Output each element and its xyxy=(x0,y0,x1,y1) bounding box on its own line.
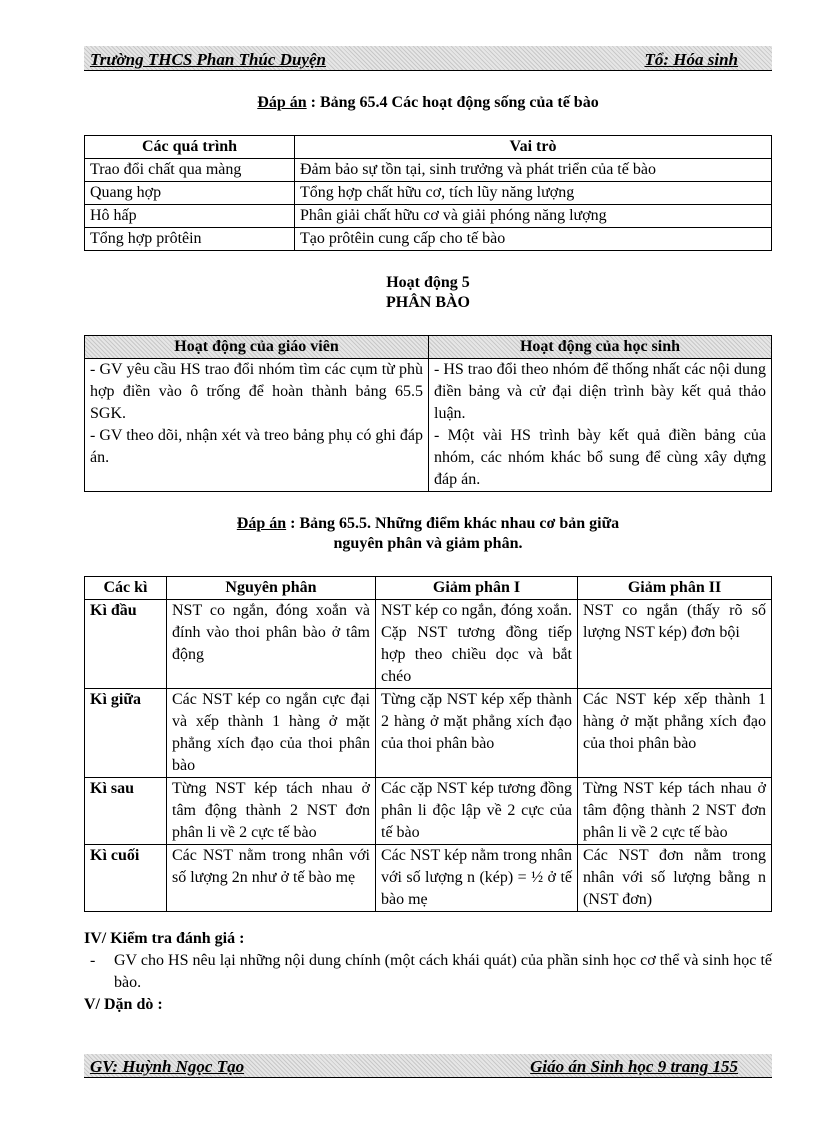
table-row xyxy=(85,689,772,778)
table-cell: Hô hấp xyxy=(85,205,295,228)
bullet-marker: - xyxy=(90,952,96,969)
table-cell: Từng NST kép tách nhau ở tâm động thành 2 NST đơn phân li về 2 cực tế bào xyxy=(167,778,376,845)
bullet-text: GV cho HS nêu lại những nội dung chính (một cách khái quát) của phần sinh học cơ thể và sinh học tế bào. xyxy=(114,952,772,991)
table-cell: Các NST kép co ngắn cực đại và xếp thành 1 hàng ở mặt phẳng xích đạo của thoi phân bào xyxy=(167,689,376,778)
table3-caption xyxy=(84,514,772,534)
table-header: Các kì xyxy=(85,577,167,600)
table-cell: Quang hợp xyxy=(85,182,295,205)
table-cell: Trao đổi chất qua màng xyxy=(85,159,295,182)
table-cell: Tổng hợp chất hữu cơ, tích lũy năng lượng xyxy=(295,182,772,205)
bullet-item xyxy=(84,950,772,994)
phase-name: Kì sau xyxy=(85,778,167,845)
table-cell: Các cặp NST kép tương đồng phân li độc lập về 2 cực của tế bào xyxy=(376,778,578,845)
table3-caption-line2: nguyên phân và giảm phân. xyxy=(333,535,523,552)
table-header: Giảm phân I xyxy=(376,577,578,600)
table-header: Vai trò xyxy=(295,136,772,159)
cell-activities-table xyxy=(84,135,772,251)
document-page xyxy=(84,46,772,1016)
student-activity: - HS trao đổi theo nhóm để thống nhất các nội dung điền bảng và cử đại diện trình bày kết quả thảo luận. xyxy=(434,361,766,422)
table-row xyxy=(85,778,772,845)
table-header: Hoạt động của giáo viên xyxy=(85,336,429,359)
teacher-activity: - GV theo dõi, nhận xét và treo bảng phụ có ghi đáp án. xyxy=(90,427,423,466)
answer-label: Đáp án xyxy=(257,94,307,111)
phase-name: Kì giữa xyxy=(85,689,167,778)
table-cell: Đảm bảo sự tồn tại, sinh trưởng và phát triển của tế bào xyxy=(295,159,772,182)
activity-subtitle: PHÂN BÀO xyxy=(386,294,470,311)
activity-title: Hoạt động 5 xyxy=(386,274,470,291)
section-4-title: IV/ Kiểm tra đánh giá : xyxy=(84,930,245,947)
table-row xyxy=(85,845,772,912)
student-activity-cell xyxy=(429,359,772,492)
table-header: Hoạt động của học sinh xyxy=(429,336,772,359)
table-row xyxy=(85,159,772,182)
teaching-activities-table xyxy=(84,335,772,492)
answer-label: Đáp án xyxy=(236,515,287,532)
table-cell: Các NST kép nằm trong nhân với số lượng n (kép) = ½ ở tế bào mẹ xyxy=(376,845,578,912)
table-row xyxy=(85,359,772,492)
table-header: Nguyên phân xyxy=(167,577,376,600)
table1-caption xyxy=(84,93,772,113)
mitosis-meiosis-table xyxy=(84,576,772,912)
teacher-activity: - GV yêu cầu HS trao đổi nhóm tìm các cụm từ phù hợp điền vào ô trống để hoàn thành bảng 65.5 SGK. xyxy=(90,361,423,422)
table-cell: Từng cặp NST kép xếp thành 2 hàng ở mặt phẳng xích đạo của thoi phân bào xyxy=(376,689,578,778)
section-5-title: V/ Dặn dò : xyxy=(84,996,163,1013)
table-cell: NST co ngắn (thấy rõ số lượng NST kép) đơn bội xyxy=(578,600,772,689)
school-name: Trường THCS Phan Thúc Duyện xyxy=(90,50,326,69)
phase-name: Kì đầu xyxy=(85,600,167,689)
table-cell: Các NST đơn nằm trong nhân với số lượng bằng n (NST đơn) xyxy=(578,845,772,912)
table1-title: : Bảng 65.4 Các hoạt động sống của tế bào xyxy=(306,94,599,111)
table-cell: Các NST kép xếp thành 1 hàng ở mặt phẳng xích đạo của thoi phân bào xyxy=(578,689,772,778)
table-cell: Từng NST kép tách nhau ở tâm động thành 2 NST đơn phân li về 2 cực tế bào xyxy=(578,778,772,845)
student-activity: - Một vài HS trình bày kết quả điền bảng của nhóm, các nhóm khác bổ sung để cùng xây dựng đáp án. xyxy=(434,427,766,488)
teacher-activity-cell xyxy=(85,359,429,492)
table-cell: Tổng hợp prôtêin xyxy=(85,228,295,251)
teacher-name: GV: Huỳnh Ngọc Tạo xyxy=(90,1057,245,1076)
table-row xyxy=(85,600,772,689)
table-row xyxy=(85,228,772,251)
table-cell: NST kép co ngắn, đóng xoắn. Cặp NST tương đồng tiếp hợp theo chiều dọc và bắt chéo xyxy=(376,600,578,689)
page-header xyxy=(84,46,772,71)
table-header: Giảm phân II xyxy=(578,577,772,600)
table-row xyxy=(85,205,772,228)
table-cell: Tạo prôtêin cung cấp cho tế bào xyxy=(295,228,772,251)
table-cell: NST co ngắn, đóng xoắn và đính vào thoi phân bào ở tâm động xyxy=(167,600,376,689)
table-cell: Các NST nằm trong nhân với số lượng 2n như ở tế bào mẹ xyxy=(167,845,376,912)
department-name: Tổ: Hóa sinh xyxy=(644,50,738,69)
table-cell: Phân giải chất hữu cơ và giải phóng năng lượng xyxy=(295,205,772,228)
phase-name: Kì cuối xyxy=(85,845,167,912)
table-row xyxy=(85,182,772,205)
page-footer xyxy=(84,1054,772,1078)
table-header: Các quá trình xyxy=(85,136,295,159)
page-number: Giáo án Sinh học 9 trang 155 xyxy=(530,1057,738,1076)
table3-title: : Bảng 65.5. Những điểm khác nhau cơ bản giữa xyxy=(286,515,620,532)
